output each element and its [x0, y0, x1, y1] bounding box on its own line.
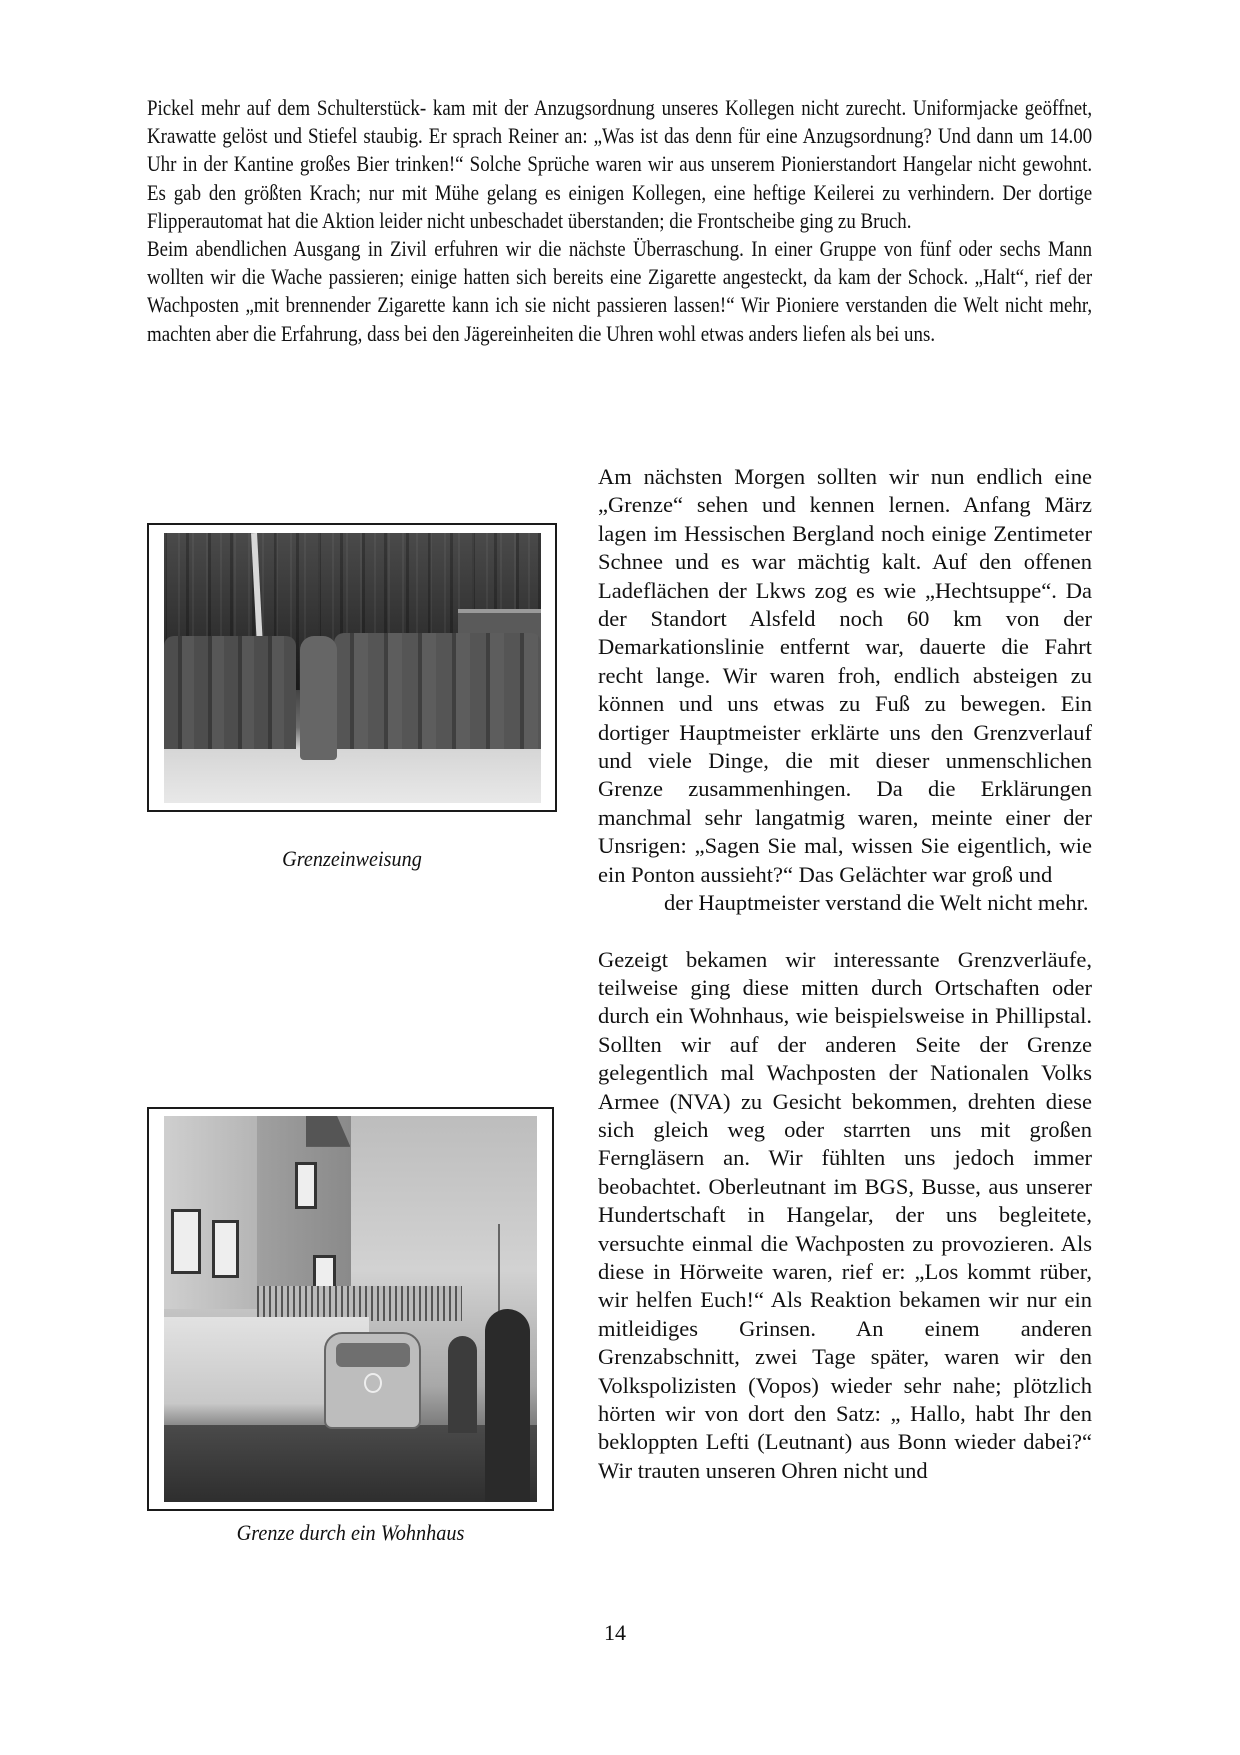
photo-road: [164, 1425, 537, 1502]
photo-window: [212, 1220, 238, 1278]
photo-window: [171, 1209, 201, 1275]
photo-fence: [257, 1286, 462, 1321]
photo-wohnhaus: [164, 1116, 537, 1502]
photo-grenzeinweisung: [164, 533, 541, 803]
photo-vw-bus: [324, 1332, 421, 1429]
paragraph-4: Gezeigt bekamen wir interessante Grenzverläufe, teilweise ging diese mitten durch Ortschaften oder durch ein Wohnhaus, wie beispielsweise in Phillipstal. Sollten wir auf der anderen Seite der Grenze gelegentlich mal Wachposten der Nationalen Volks Armee (NVA) zu Gesicht bekommen, drehten diese sich gleich weg oder starrten uns mit großen Ferngläsern an. Wir fühlten uns jedoch immer beobachtet. Oberleutnant im BGS, Busse, aus unserer Hundertschaft in Hangelar, der uns begleitete, versuchte einmal die Wachposten zu provozieren. Als diese in Hörweite waren, rief er: „Los kommt rüber, wir helfen Euch!“ Als Reaktion bekamen wir nur ein mitleidiges Grinsen. An einem anderen Grenzabschnitt, zwei Tage später, waren wir den Volkspolizisten (Vopos) wieder sehr nahe; plötzlich hörten wir von dort den Satz: „ Hallo, habt Ihr den bekloppten Lefti (Leutnant) aus Bonn wieder dabei?“ Wir trauten unseren Ohren nicht und: [598, 946, 1092, 1483]
paragraph-3: [598, 463, 1092, 918]
right-text-column: [598, 463, 1092, 1485]
figure-caption-2: Grenze durch ein Wohnhaus: [236, 1520, 465, 1545]
photo-bus-window: [336, 1343, 410, 1366]
vw-logo-icon: [364, 1373, 383, 1393]
figure-frame-2: [147, 1107, 554, 1511]
photo-window: [295, 1162, 317, 1208]
paragraph-3-part-2: der Hauptmeister verstand die Welt nicht mehr.: [664, 890, 1089, 916]
paragraph-1: Pickel mehr auf dem Schulterstück- kam mit der Anzugsordnung unseres Kollegen nicht zurecht. Uniformjacke geöffnet, Krawatte gelöst und Stiefel staubig. Er sprach Reiner an: „Was ist das denn für eine Anzugsordnung? Und dann um 14.00 Uhr in der Kantine großes Bier trinken!“ Solche Sprüche waren wir aus unserem Pionierstandort Hangelar nicht gewohnt. Es gab den größten Krach; nur mit Mühe gelang es einigen Kollegen, eine heftige Keilerei zu verhindern. Der dortige Flipperautomat hat die Aktion leider nicht unbeschadet überstanden; die Frontscheibe ging zu Bruch.: [147, 95, 1093, 233]
page-number: 14: [604, 1620, 626, 1645]
photo-soldiers-left: [164, 636, 296, 749]
photo-soldiers-right: [334, 633, 541, 749]
figure-caption-1: Grenzeinweisung: [282, 846, 422, 871]
paragraph-2: Beim abendlichen Ausgang in Zivil erfuhren wir die nächste Überraschung. In einer Gruppe von fünf oder sechs Mann wollten wir die Wache passieren; einige hatten sich bereits eine Zigarette angesteckt, da kam der Schock. „Halt“, rief der Wachposten „mit brennender Zigarette kann ich sie nicht passieren lassen!“ Wir Pioniere verstanden die Welt nicht mehr, machten aber die Erfahrung, dass bei den Jägereinheiten die Uhren wohl etwas anders liefen als bei uns.: [147, 236, 1093, 346]
photo-officer: [300, 636, 338, 760]
paragraph-3-part-1: Am nächsten Morgen sollten wir nun endlich eine „Grenze“ sehen und kennen lernen. Anfang März lagen im Hessischen Bergland noch einige Zentimeter Schnee und es war mächtig kalt. Auf den offenen Ladeflächen der Lkws zog es wie „Hechtsuppe“. Da der Standort Alsfeld noch 60 km von der Demarkationslinie entfernt war, dauerte die Fahrt recht lange. Wir waren froh, endlich absteigen zu können und uns etwas zu Fuß zu bewegen. Ein dortiger Hauptmeister erklärte uns den Grenzverlauf und viele Dinge, die mit dieser unmenschlichen Grenze zusammenhingen. Da die Erklärungen manchmal sehr langatmig waren, meinte einer der Unsrigen: „Sagen Sie mal, wissen Sie eigentlich, wie ein Ponton aussieht?“ Das Gelächter war groß und: [598, 464, 1092, 887]
top-text-block: [147, 94, 1092, 348]
figure-frame-1: [147, 523, 557, 812]
photo-person: [485, 1309, 530, 1502]
photo-person: [448, 1336, 478, 1433]
